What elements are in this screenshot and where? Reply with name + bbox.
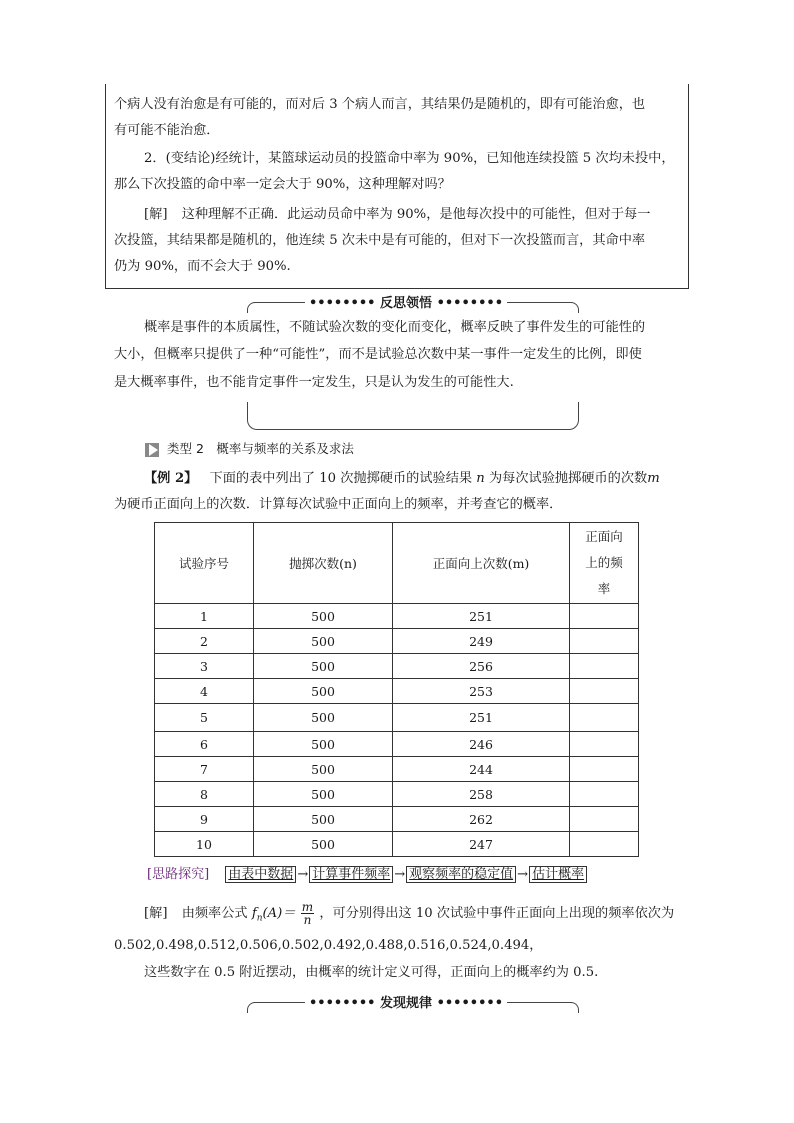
cell-frequency bbox=[570, 782, 639, 807]
cell-trial: 3 bbox=[155, 654, 254, 679]
reflect-bracket-bottom bbox=[247, 402, 579, 430]
thinking-flow bbox=[147, 863, 587, 882]
header-tosses: 抛掷次数(n) bbox=[254, 523, 393, 604]
dots-right: •••••••• bbox=[436, 296, 504, 311]
cell-heads: 247 bbox=[393, 832, 570, 857]
table-row bbox=[155, 832, 639, 857]
formula-fraction bbox=[301, 901, 314, 926]
solution-line-2: 0.502,0.498,0.512,0.506,0.502,0.492,0.488,0.516,0.524,0.494， bbox=[114, 938, 543, 953]
header-trial-no: 试验序号 bbox=[155, 523, 254, 604]
formula-arg: (A)＝ bbox=[262, 906, 296, 921]
var-n: n bbox=[476, 471, 485, 486]
reflect-line-1: 概率是事件的本质属性，不随试验次数的变化而变化，概率反映了事件发生的可能性的 bbox=[144, 320, 646, 335]
cell-frequency bbox=[570, 732, 639, 757]
header-frequency-line-2: 上的频 bbox=[585, 555, 623, 570]
cell-trial: 5 bbox=[155, 704, 254, 732]
table-row bbox=[155, 679, 639, 704]
table-row bbox=[155, 807, 639, 832]
box-line-2: 有可能不能治愈． bbox=[114, 123, 220, 138]
flow-arrow-3: → bbox=[517, 867, 529, 882]
cell-tosses: 500 bbox=[254, 832, 393, 857]
cell-frequency bbox=[570, 757, 639, 782]
solution-line-3: 这些数字在 0.5 附近摆动，由概率的统计定义可得，正面向上的概率约为 0.5. bbox=[144, 965, 599, 980]
cell-frequency bbox=[570, 604, 639, 629]
header-frequency bbox=[570, 523, 639, 604]
flow-arrow-2: → bbox=[394, 867, 406, 882]
cell-heads: 249 bbox=[393, 629, 570, 654]
example-line-2: 为硬币正面向上的次数．计算每次试验中正面向上的频率，并考查它的概率． bbox=[114, 497, 563, 512]
example-line-1 bbox=[144, 470, 660, 488]
var-m: m bbox=[647, 471, 660, 486]
cell-frequency bbox=[570, 629, 639, 654]
reflect-line-2: 大小，但概率只提供了一种“可能性”，而不是试验总次数中某一事件一定发生的比例，即使 bbox=[114, 347, 642, 362]
discover-heading bbox=[305, 992, 507, 1011]
dots-left: •••••••• bbox=[309, 996, 376, 1011]
example-text-1a: 下面的表中列出了 10 次抛掷硬币的试验结果 bbox=[209, 471, 473, 486]
table-header-row bbox=[155, 523, 639, 604]
reflect-line-3: 是大概率事件，也不能肯定事件一定发生，只是认为发生的可能性大. bbox=[114, 375, 514, 390]
reflect-heading bbox=[305, 292, 507, 311]
cell-heads: 251 bbox=[393, 604, 570, 629]
coin-toss-table bbox=[154, 522, 639, 857]
cell-frequency bbox=[570, 654, 639, 679]
cell-trial: 9 bbox=[155, 807, 254, 832]
cell-tosses: 500 bbox=[254, 757, 393, 782]
header-heads: 正面向上次数(m) bbox=[393, 523, 570, 604]
cell-trial: 1 bbox=[155, 604, 254, 629]
dots-left: •••••••• bbox=[309, 296, 376, 311]
dots-right: •••••••• bbox=[436, 996, 504, 1011]
answer-line-2: 次投篮，其结果都是随机的，他连续 5 次未中是有可能的，但对下一次投篮而言，其命中率 bbox=[114, 233, 646, 248]
cell-trial: 10 bbox=[155, 832, 254, 857]
flow-label: [思路探究] bbox=[147, 867, 210, 882]
flow-step-2: 计算事件频率 bbox=[309, 866, 393, 883]
flow-step-4: 估计概率 bbox=[529, 866, 587, 883]
table-row bbox=[155, 732, 639, 757]
flow-arrow-1: → bbox=[297, 867, 309, 882]
cell-heads: 244 bbox=[393, 757, 570, 782]
fraction-denominator: n bbox=[303, 913, 312, 927]
reflect-label: 反思领悟 bbox=[380, 296, 433, 311]
cell-trial: 6 bbox=[155, 732, 254, 757]
cell-frequency bbox=[570, 807, 639, 832]
flow-step-1: 由表中数据 bbox=[225, 866, 296, 883]
cell-heads: 246 bbox=[393, 732, 570, 757]
flow-step-3: 观察频率的稳定值 bbox=[406, 866, 516, 883]
table-row bbox=[155, 704, 639, 732]
solution-text-1a: 由频率公式 bbox=[181, 906, 248, 921]
cell-tosses: 500 bbox=[254, 807, 393, 832]
cell-tosses: 500 bbox=[254, 679, 393, 704]
answer-line-1 bbox=[144, 206, 650, 224]
cell-tosses: 500 bbox=[254, 604, 393, 629]
formula-sub: n bbox=[256, 913, 263, 924]
answer-text-1: 这种理解不正确．此运动员命中率为 90%，是他每次投中的可能性，但对于每一 bbox=[181, 207, 651, 222]
cell-frequency bbox=[570, 832, 639, 857]
table-row bbox=[155, 782, 639, 807]
example-text-1b: 为每次试验抛掷硬币的次数 bbox=[489, 471, 648, 486]
cell-trial: 8 bbox=[155, 782, 254, 807]
question-2-line-2: 那么下次投篮的命中率一定会大于 90%，这种理解对吗？ bbox=[114, 177, 451, 192]
section-heading bbox=[145, 440, 354, 458]
fraction-numerator: m bbox=[301, 900, 314, 914]
cell-frequency bbox=[570, 679, 639, 704]
cell-trial: 2 bbox=[155, 629, 254, 654]
box-line-1: 个病人没有治愈是有可能的，而对后 3 个病人而言，其结果仍是随机的，即有可能治愈，也 bbox=[114, 97, 646, 112]
discover-label: 发现规律 bbox=[380, 996, 433, 1011]
cell-heads: 256 bbox=[393, 654, 570, 679]
cell-heads: 251 bbox=[393, 704, 570, 732]
table-row bbox=[155, 654, 639, 679]
header-frequency-line-3: 率 bbox=[597, 581, 611, 596]
cell-heads: 253 bbox=[393, 679, 570, 704]
formula-f: f bbox=[251, 906, 257, 921]
cell-tosses: 500 bbox=[254, 732, 393, 757]
cell-trial: 4 bbox=[155, 679, 254, 704]
cell-tosses: 500 bbox=[254, 629, 393, 654]
table-row bbox=[155, 757, 639, 782]
cell-tosses: 500 bbox=[254, 704, 393, 732]
table-row bbox=[155, 629, 639, 654]
header-frequency-line-1: 正面向 bbox=[585, 529, 623, 544]
section-title: 类型 2 概率与频率的关系及求法 bbox=[166, 441, 354, 456]
cell-frequency bbox=[570, 704, 639, 732]
play-icon bbox=[145, 443, 159, 457]
solution-line-1 bbox=[144, 900, 674, 933]
cell-heads: 262 bbox=[393, 807, 570, 832]
cell-tosses: 500 bbox=[254, 782, 393, 807]
cell-trial: 7 bbox=[155, 757, 254, 782]
solution-jie-label: [解] bbox=[144, 906, 168, 921]
example-label: 【例 2】 bbox=[144, 471, 198, 486]
question-2-line-1: 2．(变结论)经统计，某篮球运动员的投篮命中率为 90%，已知他连续投篮 5 次均未投中， bbox=[144, 151, 675, 166]
jie-label: [解] bbox=[144, 207, 168, 222]
table-row bbox=[155, 604, 639, 629]
cell-heads: 258 bbox=[393, 782, 570, 807]
solution-text-1b: ，可分别得出这 10 次试验中事件正面向上出现的频率依次为 bbox=[319, 906, 675, 921]
answer-line-3: 仍为 90%，而不会大于 90%. bbox=[114, 259, 291, 274]
cell-tosses: 500 bbox=[254, 654, 393, 679]
